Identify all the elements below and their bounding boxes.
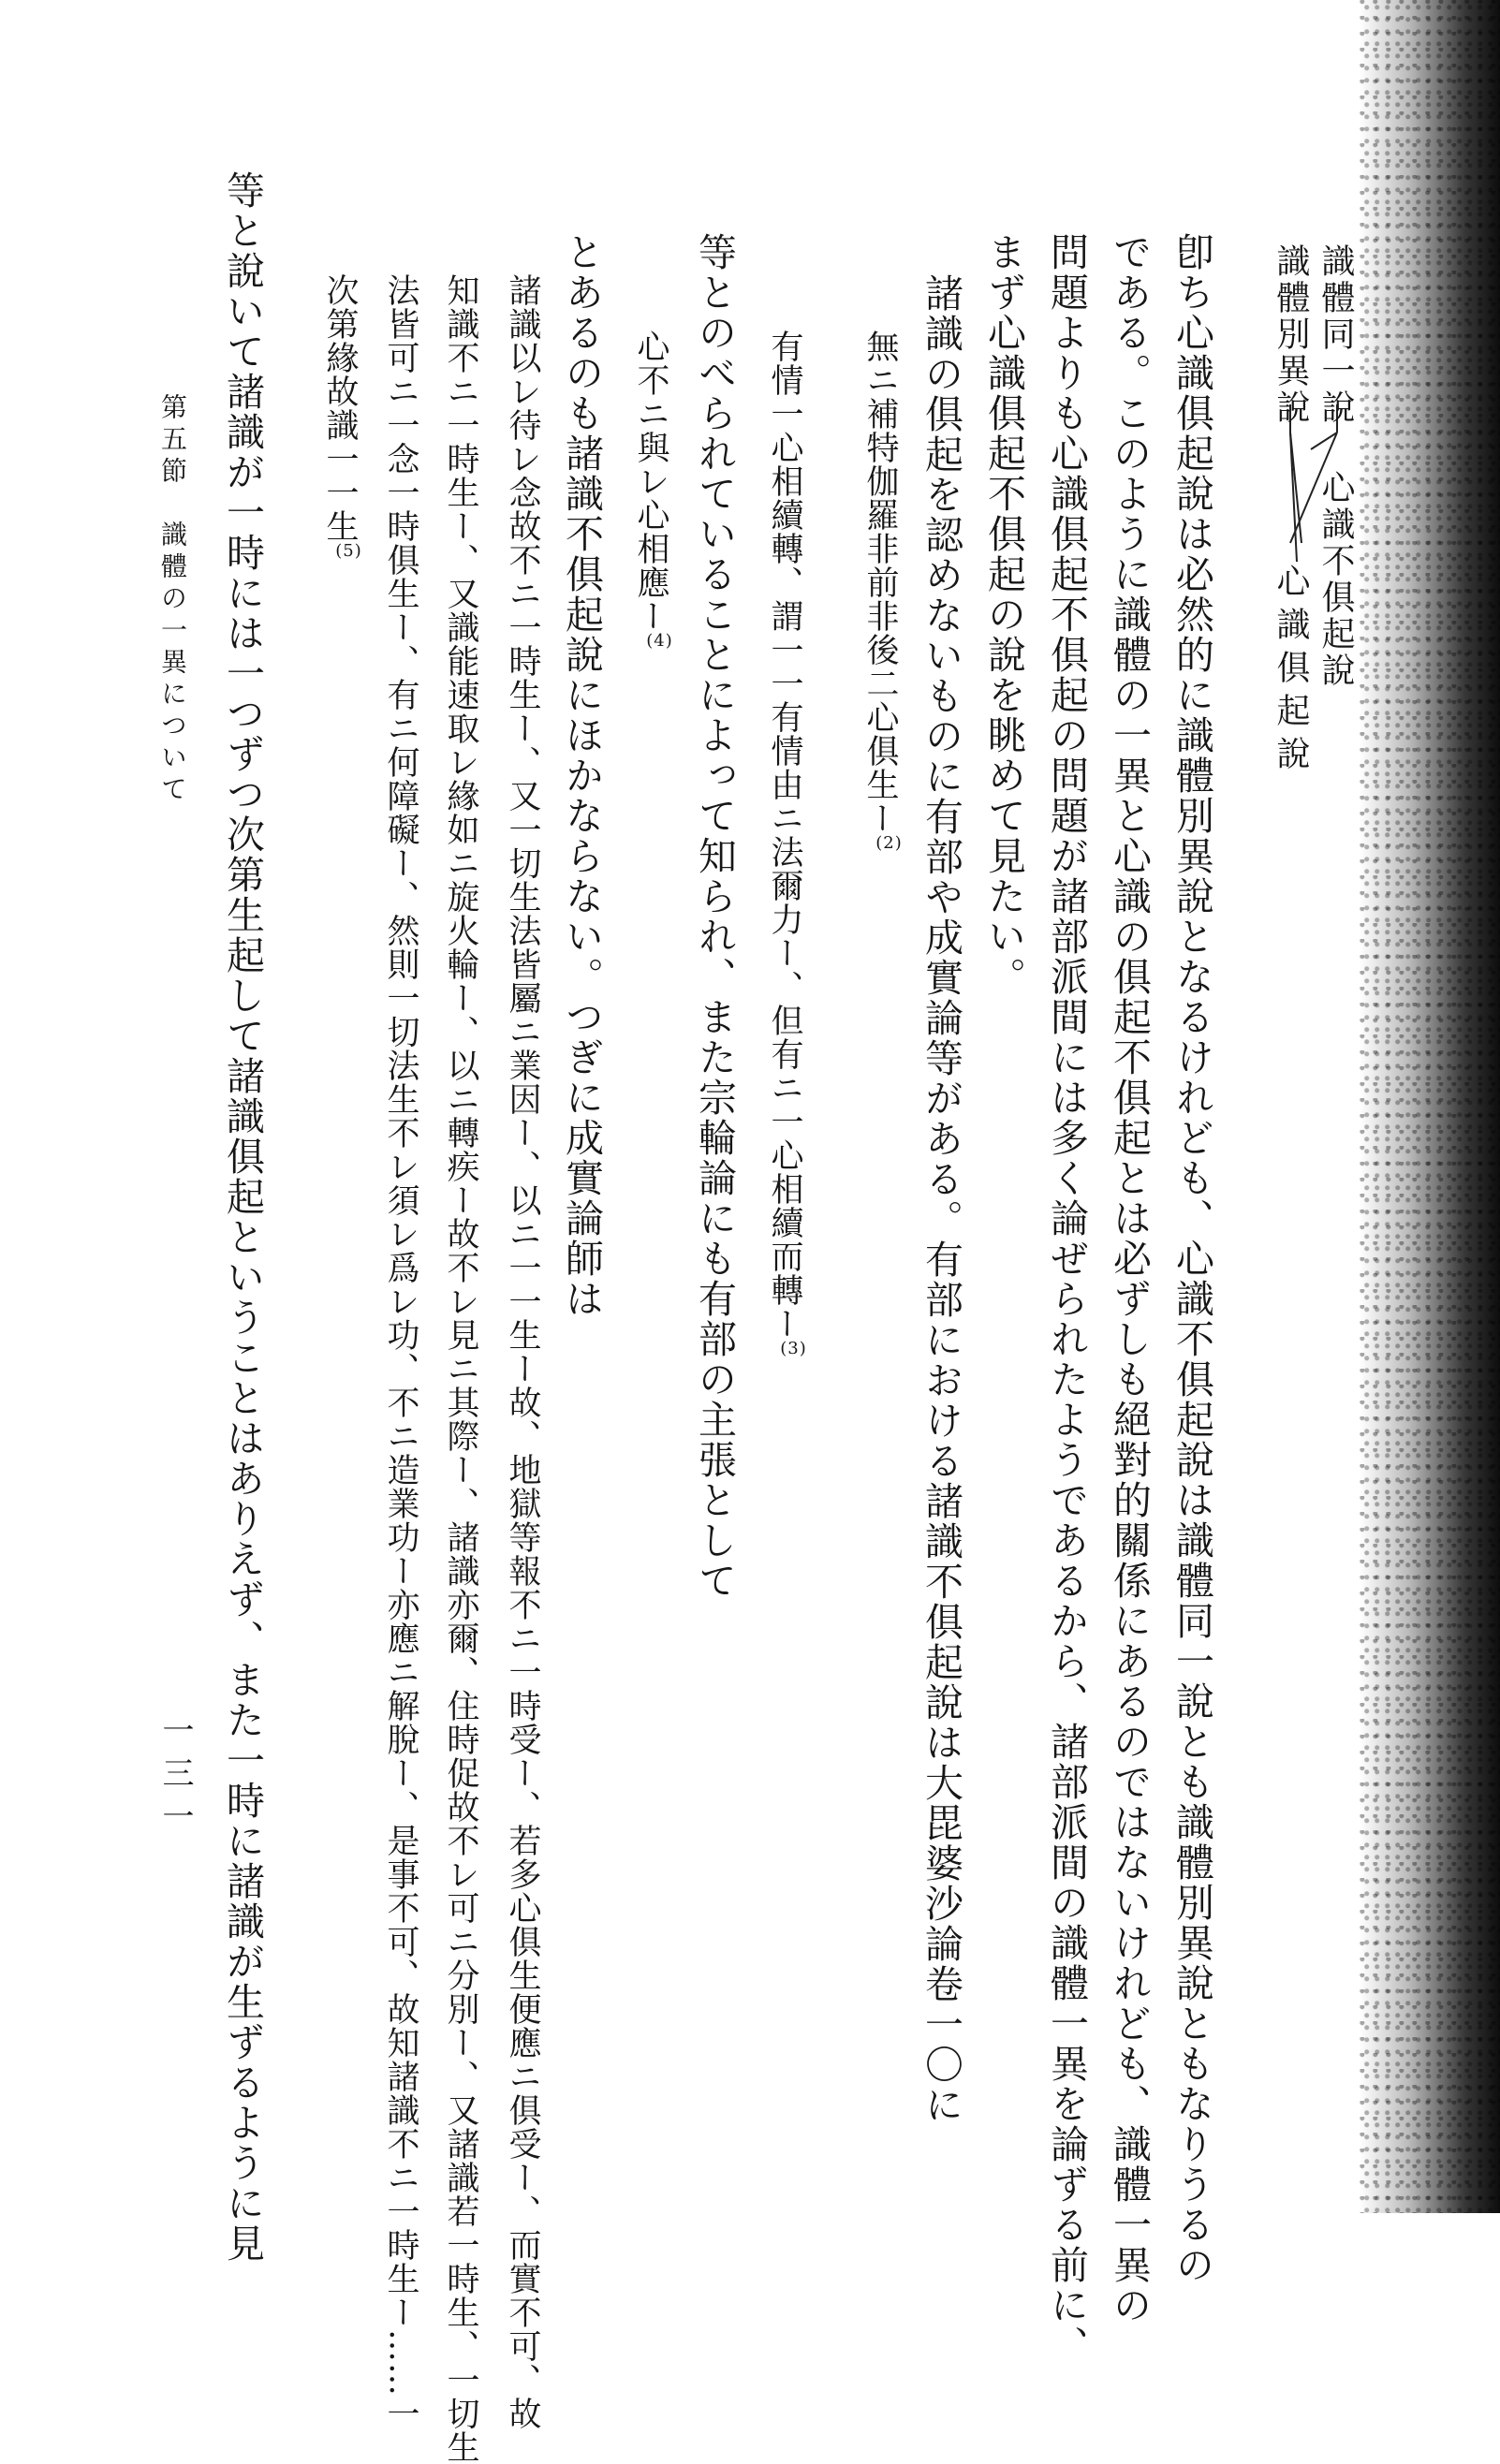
quote2-text: 有情一心相續轉、謂一一有情由ニ法爾力ー、但有ニ一心相續而轉ー [766,330,803,1341]
para1-line4: まず心識俱起不俱起の說を眺めて見たい。 [981,232,1026,997]
para2-line1: 諸識の俱起を認めないものに有部や成實論等がある。有部における諸識不俱起說は大毘婆沙論卷一〇に [919,273,963,2125]
quote4-line4 [323,273,362,560]
para3-line1: 等とのべられていることによって知られ、また宗輪論にも有部の主張として [692,232,737,1601]
quote3-text: 心不ニ與レ心相應ー [632,330,669,633]
diagram-difference-theory: 識體別異說 [1272,243,1310,426]
para1-line3: 問題よりも心識俱起不俱起の問題が諸部派間には多く論ぜられたようであるから、諸部派間の識體一異を論ずる前に、 [1044,232,1089,2366]
diagram-identity-theory: 識體同一說 [1316,243,1355,426]
quote1 [863,330,903,852]
quote4-line1: 諸識以レ待レ念故不ニ一時生ー、又一切生法皆屬ニ業因ー、以ニ一一生ー故、地獄等報不ニ一時受ー、若多心俱生便應ニ俱受ー、而實不可、故 [504,273,541,2430]
quote1-text: 無ニ補特伽羅非前非後二心俱生ー [861,330,899,835]
scan-edge-shadow [1360,0,1500,2213]
quote2-note: (3) [780,1339,807,1358]
diagram-simultaneous: 心識俱起說 [1272,564,1310,779]
para1-line2: である。このように識體の一異と心識の俱起不俱起とは必ずしも絕對的關係にあるのではないけれども、識體一異の [1107,232,1152,2325]
quote3 [634,330,673,650]
quote2 [768,330,807,1357]
classification-diagram [1236,234,1358,779]
quote1-note: (2) [875,833,903,853]
quote4-line3: 法皆可ニ一念一時俱生ー、有ニ何障礙ー、然則一切法生不レ須レ爲レ功、不ニ造業功ー亦應ニ解脫ー、是事不可、故知諸識不ニ一時生ー……一 [382,273,419,2430]
quote4-line2: 知識不ニ一時生ー、又識能速取レ緣如ニ旋火輪ー、以ニ轉疾ー故不レ見ニ其際ー、諸識亦爾、住時促故不レ可ニ分別ー、又諸識若一時生、一切生 [442,273,479,2464]
para4-line1: とあるのも諸識不俱起說にほかならない。つぎに成實論師は [559,232,604,1319]
para1-line1: 卽ち心識俱起說は必然的に識體別異說となるけれども、心識不俱起說は識體同一說とも識體別異說ともなりうるの [1169,232,1214,2285]
quote4-line4-text: 次第緣故識一一生 [321,273,359,543]
section-footer: 第五節 識體の一異について [157,393,188,807]
para5-line1: 等と說いて諸識が一時には一つずつ次第生起して諸識俱起ということはありえず、また一時に諸識が生ずるように見 [220,170,265,2264]
page-number: 一三一 [156,1713,194,1842]
quote4-note: (5) [335,541,362,561]
quote3-note: (4) [646,631,673,651]
diagram-non-simultaneous: 心識不俱起說 [1316,470,1355,689]
